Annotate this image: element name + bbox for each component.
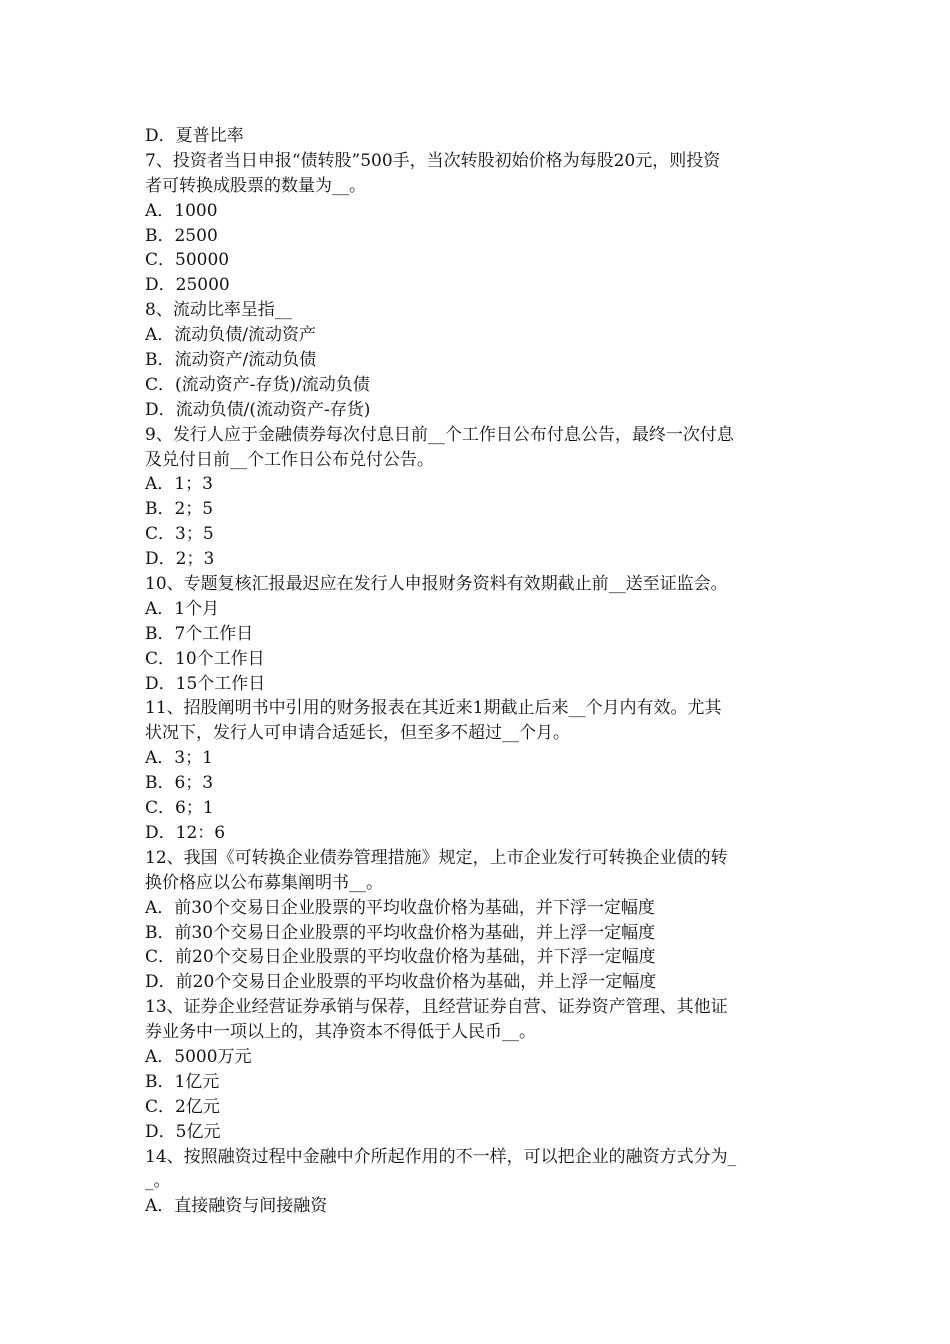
question-12-line-1: 12、我国《可转换企业债券管理措施》规定，上市企业发行可转换企业债的转	[145, 847, 728, 868]
option-d-line: D．25000	[145, 275, 230, 296]
option-a-line: A．1个月	[145, 598, 220, 619]
option-d-line: D．5亿元	[145, 1121, 221, 1142]
option-c-line: C．50000	[145, 250, 230, 271]
question-9-line-2: 及兑付日前__个工作日公布兑付公告。	[145, 449, 434, 470]
question-11-line-1: 11、招股阐明书中引用的财务报表在其近来1期截止后来__个月内有效。尤其	[145, 698, 722, 719]
document-page	[145, 124, 810, 1219]
question-14-line-2: _。	[145, 1171, 171, 1192]
question-9-line-1: 9、发行人应于金融债券每次付息日前__个工作日公布付息公告，最终一次付息	[145, 424, 734, 445]
option-d-line: D．15个工作日	[145, 673, 266, 694]
option-d-line: D．2；3	[145, 549, 215, 570]
option-c-line: C．前20个交易日企业股票的平均收盘价格为基础，并下浮一定幅度	[145, 947, 656, 968]
option-d-line: D．前20个交易日企业股票的平均收盘价格为基础，并上浮一定幅度	[145, 972, 657, 993]
option-a-line: A．1000	[145, 200, 218, 221]
question-14-line-1: 14、按照融资过程中金融中介所起作用的不一样，可以把企业的融资方式分为_	[145, 1146, 737, 1167]
option-a-line: A．流动负债/流动资产	[145, 325, 317, 346]
option-a-line: A．5000万元	[145, 1046, 252, 1067]
option-d-line: D．12：6	[145, 822, 226, 843]
question-13-line-2: 券业务中一项以上的，其净资本不得低于人民币__。	[145, 1022, 536, 1043]
option-c-line: C．(流动资产-存货)/流动负债	[145, 374, 370, 395]
option-c-line: C．2亿元	[145, 1096, 220, 1117]
option-c-line: C．10个工作日	[145, 648, 265, 669]
question-7-line-1: 7、投资者当日申报“债转股”500手，当次转股初始价格为每股20元，则投资	[145, 150, 721, 171]
question-12-line-2: 换价格应以公布募集阐明书__。	[145, 872, 383, 893]
option-d-line: D．夏普比率	[145, 126, 244, 146]
option-b-line: B．2；5	[145, 499, 214, 520]
option-b-line: B．6；3	[145, 773, 214, 794]
option-d-line: D．流动负债/(流动资产-存货)	[145, 399, 371, 420]
option-b-line: B．2500	[145, 225, 218, 246]
option-a-line: A．3；1	[145, 748, 213, 769]
question-11-line-2: 状况下，发行人可申请合适延长，但至多不超过__个月。	[145, 723, 570, 744]
question-13-line-1: 13、证券企业经营证券承销与保荐，且经营证券自营、证券资产管理、其他证	[145, 997, 728, 1018]
option-c-line: C．3；5	[145, 524, 214, 545]
option-b-line: B．7个工作日	[145, 623, 254, 644]
question-8-line: 8、流动比率呈指__	[145, 300, 292, 321]
option-a-line: A．1；3	[145, 474, 213, 495]
option-b-line: B．流动资产/流动负债	[145, 350, 317, 371]
question-10-line: 10、专题复核汇报最迟应在发行人申报财务资料有效期截止前__送至证监会。	[145, 574, 728, 595]
option-b-line: B．1亿元	[145, 1071, 220, 1092]
option-a-line: A．直接融资与间接融资	[145, 1196, 328, 1217]
option-c-line: C．6；1	[145, 798, 214, 819]
option-a-line: A．前30个交易日企业股票的平均收盘价格为基础，并下浮一定幅度	[145, 897, 655, 918]
question-7-line-2: 者可转换成股票的数量为__。	[145, 175, 366, 196]
option-b-line: B．前30个交易日企业股票的平均收盘价格为基础，并上浮一定幅度	[145, 922, 656, 943]
